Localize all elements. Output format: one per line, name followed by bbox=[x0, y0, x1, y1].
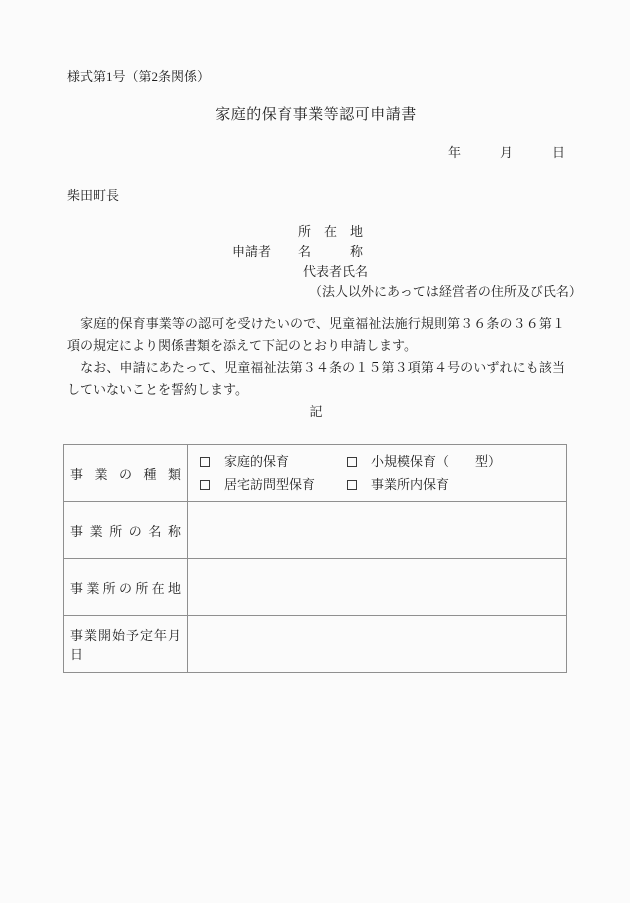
start-date-row bbox=[64, 616, 567, 673]
checkbox-jigyoshonai-hoiku[interactable] bbox=[347, 480, 357, 490]
applicant-representative-label: 代表者氏名 bbox=[303, 264, 369, 279]
date-line: 年 月 日 bbox=[447, 145, 565, 160]
checkbox-shokibo-hoiku[interactable] bbox=[347, 457, 357, 467]
start-date-value-cell bbox=[188, 616, 567, 673]
checkbox-kateiteki-hoiku[interactable] bbox=[200, 457, 210, 467]
checkbox-line-1 bbox=[200, 450, 558, 473]
business-type-cell bbox=[188, 445, 567, 502]
applicant-caption-spacer bbox=[232, 262, 298, 282]
checkbox-label: 小規模保育（ 型） bbox=[371, 454, 502, 469]
business-type-row bbox=[64, 445, 567, 502]
row-label-business-name: 事業所の名称 bbox=[64, 502, 188, 559]
body-block bbox=[67, 313, 565, 423]
oath-statement: なお、申請にあたって、児童福祉法第３４条の１５第３項第４号のいずれにも該当していないことを誓約します。 bbox=[67, 360, 565, 397]
checkbox-label: 居宅訪問型保育 bbox=[224, 477, 316, 492]
record-marker: 記 bbox=[309, 404, 323, 419]
business-name-value-cell bbox=[188, 502, 567, 559]
row-label-business-type: 事業の種類 bbox=[64, 445, 188, 502]
application-statement: 家庭的保育事業等の認可を受けたいので、児童福祉法施行規則第３６条の３６第１項の規定により関係書類を添えて下記のとおり申請します。 bbox=[67, 316, 565, 353]
applicant-caption-spacer bbox=[232, 222, 298, 242]
checkbox-item-kateiteki-hoiku bbox=[200, 450, 347, 473]
applicant-name-row bbox=[67, 242, 565, 262]
checkbox-line-2 bbox=[200, 473, 558, 496]
checkbox-item-shokibo-hoiku bbox=[347, 450, 501, 473]
business-address-value-cell bbox=[188, 559, 567, 616]
checkbox-item-kyotaku-homon bbox=[200, 473, 347, 496]
applicant-block bbox=[67, 222, 582, 302]
applicant-address-label: 所 在 地 bbox=[298, 224, 364, 239]
addressee: 柴田町長 bbox=[67, 188, 120, 203]
checkbox-label: 事業所内保育 bbox=[371, 477, 450, 492]
row-label-start-date: 事業開始予定年月日 bbox=[64, 616, 188, 673]
form-number: 様式第1号（第2条関係） bbox=[67, 69, 211, 84]
applicant-note-row bbox=[67, 282, 582, 302]
applicant-address-row bbox=[67, 222, 565, 242]
applicant-caption-spacer bbox=[232, 282, 298, 302]
applicant-name-label: 名 称 bbox=[298, 244, 364, 259]
checkbox-kyotaku-homon[interactable] bbox=[200, 480, 210, 490]
applicant-representative-row bbox=[67, 262, 565, 282]
business-name-row bbox=[64, 502, 567, 559]
applicant-note: （法人以外にあっては経営者の住所及び氏名） bbox=[309, 284, 582, 299]
checkbox-label: 家庭的保育 bbox=[224, 454, 290, 469]
document-title: 家庭的保育事業等認可申請書 bbox=[215, 107, 417, 123]
applicant-label: 申請者 bbox=[232, 244, 272, 259]
checkbox-item-jigyoshonai-hoiku bbox=[347, 473, 449, 496]
application-details-table bbox=[63, 444, 567, 673]
row-label-business-address: 事業所の所在地 bbox=[64, 559, 188, 616]
business-address-row bbox=[64, 559, 567, 616]
